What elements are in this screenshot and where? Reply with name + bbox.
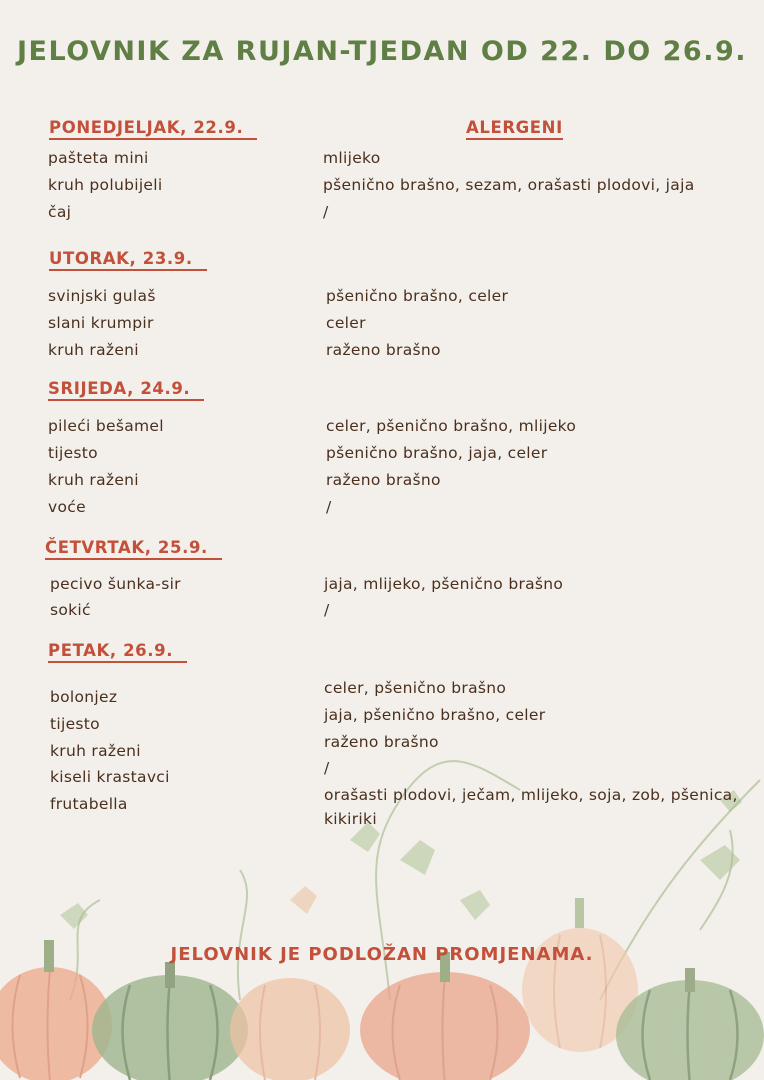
dish: kruh raženi xyxy=(48,341,139,359)
allergen-text: orašasti plodovi, ječam, mlijeko, soja, zob, pšenica, xyxy=(324,786,738,804)
allergen-text: pšenično brašno, sezam, orašasti plodovi, jaja xyxy=(323,176,695,194)
dish: kruh polubijeli xyxy=(48,176,163,194)
dish: svinjski gulaš xyxy=(48,287,156,305)
dish: pecivo šunka-sir xyxy=(50,575,181,593)
dish: voće xyxy=(48,498,86,516)
dish: kiseli krastavci xyxy=(50,768,170,786)
dish: čaj xyxy=(48,203,72,221)
allergen-text: / xyxy=(324,601,330,619)
page-title: JELOVNIK ZA RUJAN-TJEDAN OD 22. DO 26.9. xyxy=(16,36,748,67)
footer-note: JELOVNIK JE PODLOŽAN PROMJENAMA. xyxy=(170,944,594,965)
dish: pašteta mini xyxy=(48,149,149,167)
dish: slani krumpir xyxy=(48,314,154,332)
allergen-text: / xyxy=(323,203,329,221)
allergen-text: celer, pšenično brašno xyxy=(324,679,507,697)
allergen-text: mlijeko xyxy=(323,149,381,167)
allergen-text: celer xyxy=(326,314,366,332)
allergen-text: pšenično brašno, celer xyxy=(326,287,509,305)
allergen-text: jaja, pšenično brašno, celer xyxy=(324,706,546,724)
allergen-text: / xyxy=(324,759,330,777)
dish: tijesto xyxy=(48,444,98,462)
allergen-text: celer, pšenično brašno, mlijeko xyxy=(326,417,577,435)
day-heading-wednesday: SRIJEDA, 24.9. xyxy=(48,379,204,401)
dish: bolonjez xyxy=(50,688,118,706)
dish: kruh raženi xyxy=(50,742,141,760)
day-heading-monday: PONEDJELJAK, 22.9. xyxy=(49,118,257,140)
dish: kruh raženi xyxy=(48,471,139,489)
day-heading-friday: PETAK, 26.9. xyxy=(48,641,187,663)
allergens-header: ALERGENI xyxy=(466,118,563,140)
dish: pileći bešamel xyxy=(48,417,164,435)
allergen-text: jaja, mlijeko, pšenično brašno xyxy=(324,575,564,593)
dish: sokić xyxy=(50,601,91,619)
allergen-text: raženo brašno xyxy=(326,471,441,489)
dish: frutabella xyxy=(50,795,128,813)
allergen-text: kikiriki xyxy=(324,810,377,828)
allergen-text: raženo brašno xyxy=(326,341,441,359)
dish: tijesto xyxy=(50,715,100,733)
allergen-text: pšenično brašno, jaja, celer xyxy=(326,444,548,462)
day-heading-tuesday: UTORAK, 23.9. xyxy=(49,249,207,271)
allergen-text: raženo brašno xyxy=(324,733,439,751)
day-heading-thursday: ČETVRTAK, 25.9. xyxy=(45,538,222,560)
allergen-text: / xyxy=(326,498,332,516)
